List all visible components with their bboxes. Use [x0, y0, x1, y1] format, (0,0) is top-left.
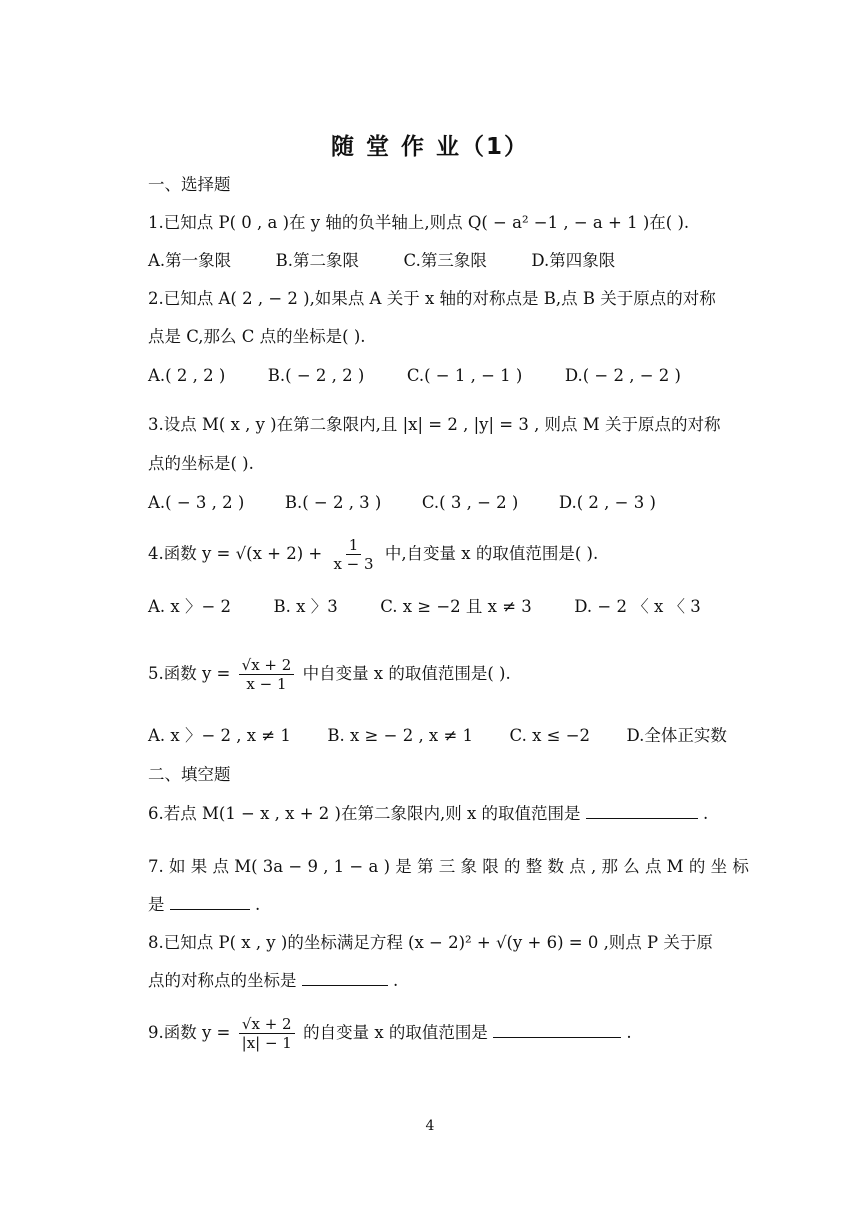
question-8-line2	[148, 969, 398, 993]
section-heading-choice: 一、选择题	[148, 175, 231, 194]
answer-blank[interactable]	[493, 1021, 621, 1038]
question-2-stem-line2: 点是 C,那么 C 点的坐标是( ).	[148, 327, 366, 346]
question-5-prefix: 5.函数 y =	[148, 664, 231, 683]
fraction-numerator: 1	[346, 536, 362, 555]
option-a: A. x 〉− 2 , x ≠ 1	[148, 726, 291, 745]
question-6-stem: 6.若点 M(1 − x , x + 2 )在第二象限内,则 x 的取值范围是	[148, 804, 581, 823]
question-3-stem-line1: 3.设点 M( x , y )在第二象限内,且 |x| = 2 , |y| = 3 , 则点 M 关于原点的对称	[148, 415, 721, 434]
question-4-suffix: 中,自变量 x 的取值范围是( ).	[384, 544, 599, 563]
question-1-options	[148, 249, 615, 273]
fraction-denominator: x − 1	[246, 675, 287, 693]
question-3-stem-line2: 点的坐标是( ).	[148, 454, 254, 473]
option-b: B. x 〉3	[273, 597, 338, 616]
page-title: 随 堂 作 业（1）	[330, 134, 530, 160]
option-d: D.( 2 , − 3 )	[558, 493, 656, 512]
option-b: B. x ≥ − 2 , x ≠ 1	[327, 726, 474, 745]
fraction-numerator: √x + 2	[239, 1015, 295, 1034]
option-c: C.( 3 , − 2 )	[421, 493, 519, 512]
question-9-prefix: 9.函数 y =	[148, 1023, 231, 1042]
option-b: B.第二象限	[275, 251, 360, 270]
question-6	[148, 802, 708, 826]
question-7-stem-line2: 是	[148, 895, 165, 914]
answer-blank[interactable]	[170, 893, 250, 910]
question-7-end: .	[255, 895, 261, 914]
question-2-stem-line1: 2.已知点 A( 2 , − 2 ),如果点 A 关于 x 轴的对称点是 B,点 B 关于原点的对称	[148, 289, 716, 308]
option-a: A.( 2 , 2 )	[148, 366, 226, 385]
fraction	[330, 536, 376, 573]
option-b: B.( − 2 , 3 )	[284, 493, 382, 512]
question-4-options	[148, 595, 701, 619]
answer-blank[interactable]	[302, 969, 388, 986]
question-4-prefix: 4.函数 y = √(x + 2) +	[148, 544, 323, 563]
question-2-options	[148, 364, 681, 388]
fraction-numerator: √x + 2	[239, 656, 295, 675]
option-d: D.( − 2 , − 2 )	[564, 366, 681, 385]
fraction-denominator: x − 3	[333, 555, 374, 573]
option-c: C.第三象限	[403, 251, 487, 270]
page-number: 4	[425, 1118, 435, 1134]
option-d: D. − 2 〈 x 〈 3	[574, 597, 701, 616]
question-8-end: .	[393, 971, 399, 990]
question-9-end: .	[626, 1023, 632, 1042]
question-1-stem: 1.已知点 P( 0 , a )在 y 轴的负半轴上,则点 Q( − a² −1 , − a + 1 )在( ).	[148, 213, 690, 232]
section-heading-fill: 二、填空题	[148, 765, 231, 784]
question-4-stem	[148, 536, 598, 573]
answer-blank[interactable]	[586, 802, 698, 819]
question-3-options	[148, 491, 656, 515]
question-6-end: .	[703, 804, 709, 823]
fraction	[239, 656, 295, 693]
fraction-denominator: |x| − 1	[241, 1034, 292, 1052]
option-c: C.( − 1 , − 1 )	[406, 366, 523, 385]
question-9	[148, 1015, 632, 1052]
question-5-stem	[148, 656, 511, 693]
question-8-stem-line1: 8.已知点 P( x , y )的坐标满足方程 (x − 2)² + √(y + 6) = 0 ,则点 P 关于原	[148, 933, 713, 952]
option-d: D.第四象限	[531, 251, 616, 270]
option-a: A.( − 3 , 2 )	[148, 493, 245, 512]
option-a: A.第一象限	[148, 251, 232, 270]
option-d: D.全体正实数	[626, 726, 727, 745]
question-9-suffix: 的自变量 x 的取值范围是	[303, 1023, 488, 1042]
question-5-suffix: 中自变量 x 的取值范围是( ).	[302, 664, 511, 683]
option-a: A. x 〉− 2	[148, 597, 232, 616]
option-c: C. x ≤ −2	[509, 726, 591, 745]
question-7-stem-line1: 7. 如 果 点 M( 3a − 9 , 1 − a ) 是 第 三 象 限 的 整 数 点 , 那 么 点 M 的 坐 标	[148, 857, 749, 876]
question-7-line2	[148, 893, 260, 917]
fraction	[239, 1015, 295, 1052]
question-8-stem-line2: 点的对称点的坐标是	[148, 971, 297, 990]
option-c: C. x ≥ −2 且 x ≠ 3	[380, 597, 532, 616]
option-b: B.( − 2 , 2 )	[267, 366, 365, 385]
question-5-options	[148, 724, 727, 748]
